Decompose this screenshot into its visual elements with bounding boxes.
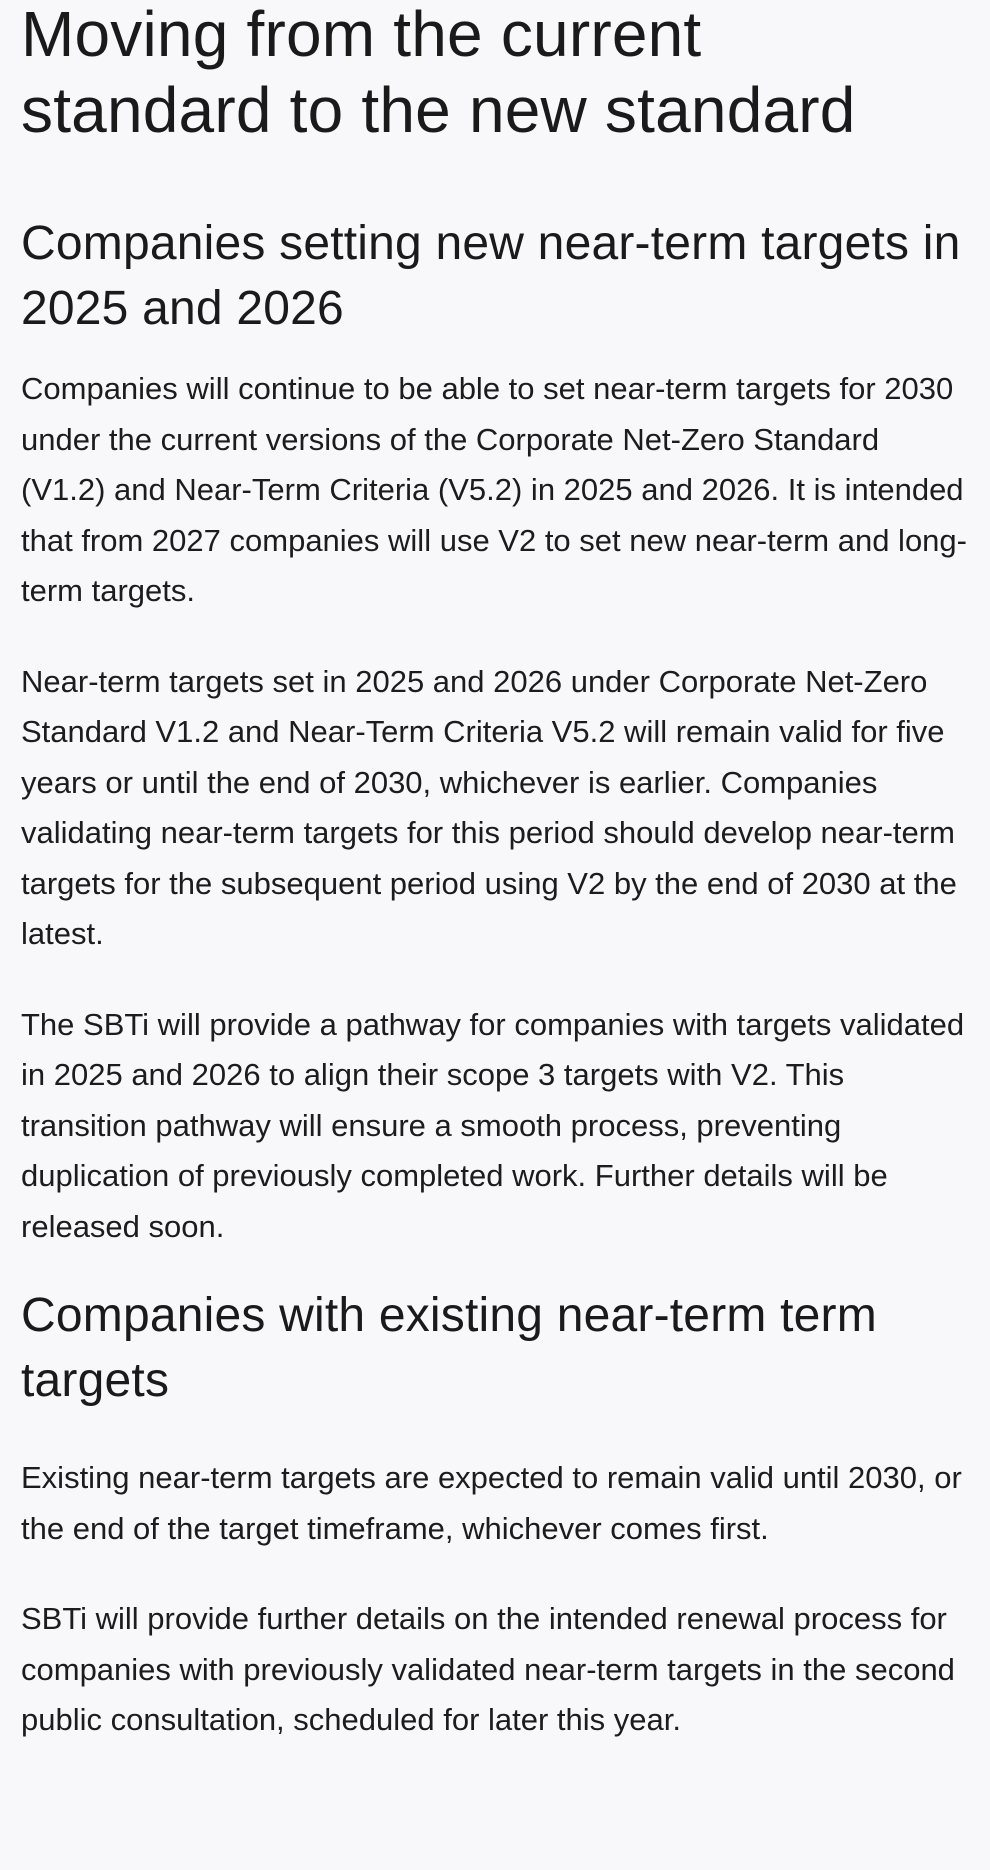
paragraph: The SBTi will provide a pathway for companies with targets validated in 2025 and 2026 to align their scope 3 targets with V2. This transition pathway will ensure a smooth process, preventing duplication of previously completed work. Further details will be released soon. [21,1006,965,1244]
section-heading: Companies setting new near-term targets in 2025 and 2026 [21,217,961,335]
page-title: Moving from the current standard to the new standard [21,0,856,146]
paragraph: SBTi will provide further details on the intended renewal process for companies with previously validated near-term targets in the second public consultation, scheduled for later this year. [21,1601,955,1737]
section-heading: Companies with existing near-term term targets [21,1289,877,1407]
paragraph: Existing near-term targets are expected to remain valid until 2030, or the end of the target timeframe, whichever comes first. [21,1460,962,1546]
section-existing-targets [21,1283,969,1746]
paragraph: Near-term targets set in 2025 and 2026 under Corporate Net-Zero Standard V1.2 and Near-Term Criteria V5.2 will remain valid for five years or until the end of 2030, whichever is earlier. Companies validating near-term targets for this period should develop near-term targets for the subsequent period using V2 by the end of 2030 at the latest. [21,663,957,951]
paragraph: Companies will continue to be able to set near-term targets for 2030 under the current versions of the Corporate Net-Zero Standard (V1.2) and Near-Term Criteria (V5.2) in 2025 and 2026. It is intended that from 2027 companies will use V2 to set new near-term and long-term targets. [21,371,967,608]
section-new-targets [21,211,969,1252]
